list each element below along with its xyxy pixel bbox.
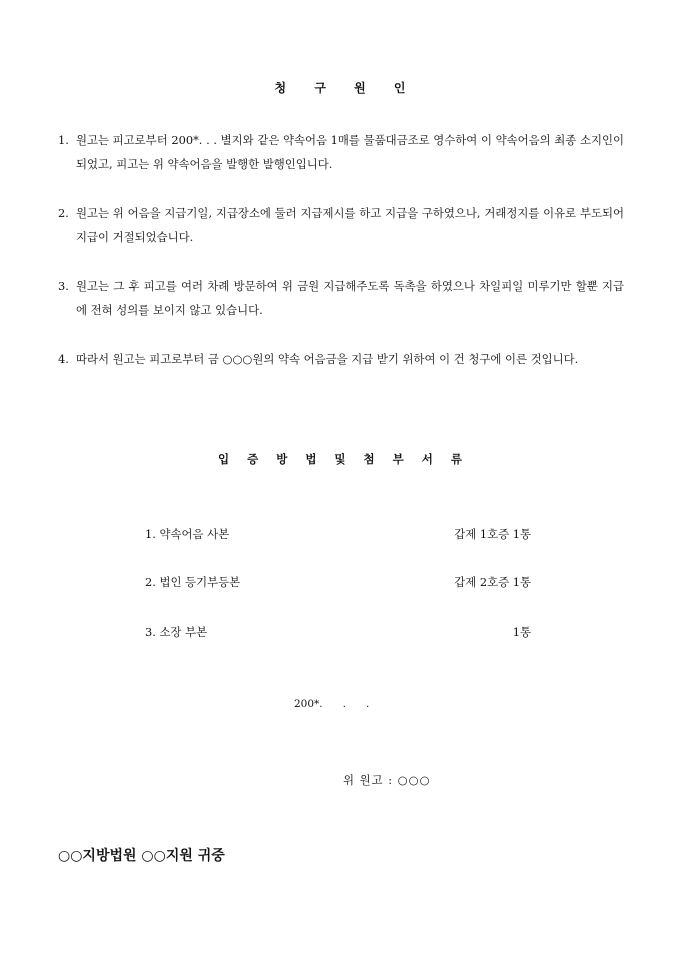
claim-text: 원고는 그 후 피고를 여러 차례 방문하여 위 금원 지급해주도록 독촉을 하였으나 차일피일 미루기만 할뿐 지급에 전혀 성의를 보이지 않고 있습니다. — [76, 279, 624, 317]
evidence-item: 3. 소장 부본 — [145, 625, 208, 639]
evidence-row-2 — [145, 574, 531, 592]
claim-number: 2. — [58, 206, 69, 220]
claims-list — [58, 128, 624, 396]
claim-item-3 — [58, 274, 624, 322]
filing-date: 200*. . . — [294, 698, 370, 710]
claim-item-2 — [58, 201, 624, 249]
evidence-item: 2. 법인 등기부등본 — [145, 575, 241, 589]
claim-number: 4. — [58, 352, 69, 366]
court-addressee: ○○지방법원 ○○지원 귀중 — [58, 848, 225, 864]
claim-item-1 — [58, 128, 624, 176]
claim-text: 따라서 원고는 피고로부터 금 ○○○원의 약속 어음금을 지급 받기 위하여 이 건 청구에 이른 것입니다. — [76, 352, 579, 366]
evidence-mark: 1통 — [512, 625, 531, 639]
claim-text: 원고는 위 어음을 지급기일, 지급장소에 둘러 지급제시를 하고 지급을 구하였으나, 거래정지를 이유로 부도되어 지급이 거절되었습니다. — [76, 206, 624, 244]
evidence-mark: 갑제 2호증 1통 — [454, 575, 531, 589]
evidence-row-3 — [145, 624, 531, 642]
evidence-mark: 갑제 1호증 1통 — [454, 527, 531, 541]
evidence-row-1 — [145, 526, 531, 544]
claim-number: 1. — [58, 133, 69, 147]
section-title-claim-cause: 청 구 원 인 — [274, 81, 418, 95]
evidence-item: 1. 약속어음 사본 — [145, 527, 230, 541]
claim-item-4 — [58, 347, 624, 371]
claim-number: 3. — [58, 279, 69, 293]
claim-text: 원고는 피고로부터 200*. . . 별지와 같은 약속어음 1매를 물품대금조로 영수하여 이 약속어음의 최종 소지인이 되었고, 피고는 위 약속어음을 발행한 발행인입니다. — [76, 133, 624, 171]
section-title-evidence: 입 증 방 법 및 첨 부 서 류 — [217, 452, 469, 466]
plaintiff-signature: 위 원고 : ○○○ — [343, 773, 431, 787]
